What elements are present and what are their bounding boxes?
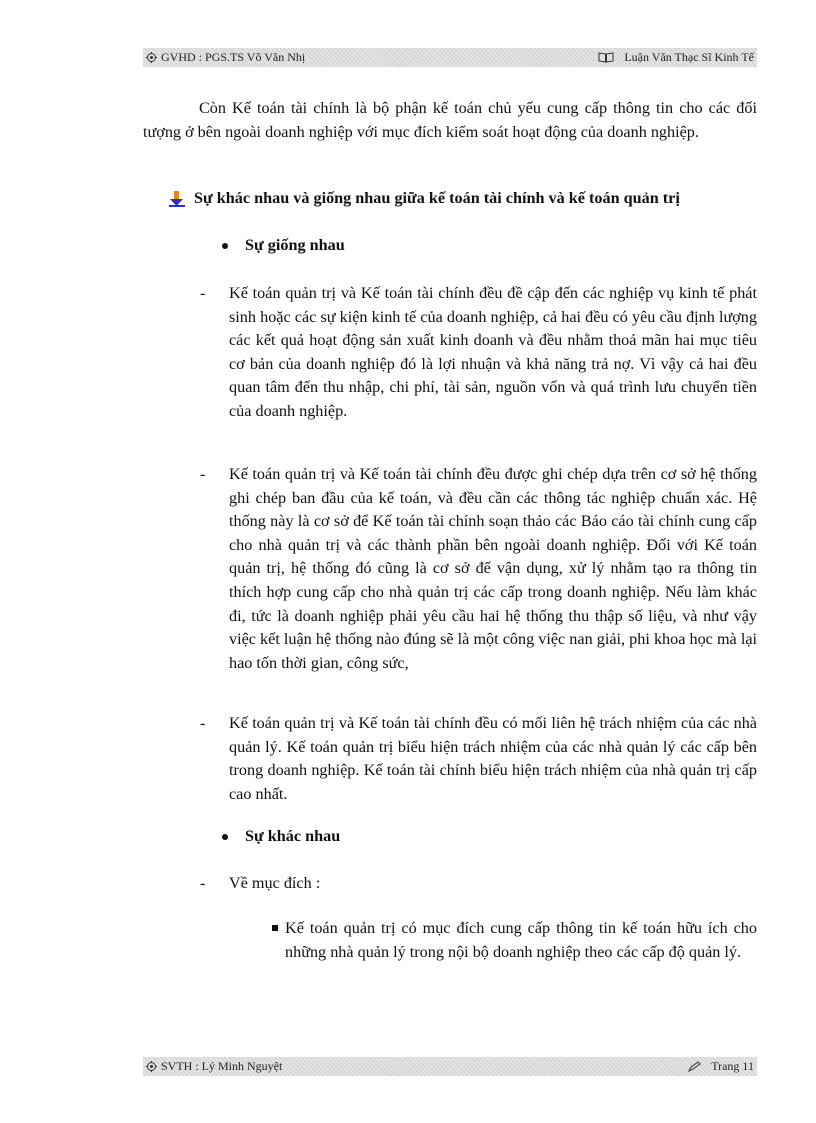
list-item: - Kế toán quản trị và Kế toán tài chính đều đề cập đến các nghiệp vụ kinh tế phát sinh hoặc các sự kiện kinh tế của doanh nghiệp, cả hai đều có yêu cầu định lượng các kết quả hoạt động sản xuất kinh doanh và đều nhằm thoả mãn hai mục tiêu cơ bản của doanh nghiệp đó là lợi nhuận và khả năng trả nợ. Vì vậy cả hai đều quan tâm đến thu nhập, chi phí, tài sản, nguồn vốn và quá trình lưu chuyển tiền của doanh nghiệp. [200, 282, 757, 424]
page-header [143, 48, 757, 67]
list-item-text: Kế toán quản trị và Kế toán tài chính đều được ghi chép dựa trên cơ sở hệ thống ghi chép ban đầu của kế toán, và đều cần các thông tác nghiệp chuẩn xác. Hệ thống này là cơ sở để Kế toán tài chính soạn thảo các Báo cáo tài chính cung cấp cho nhà quản trị và các thành phần bên ngoài doanh nghiệp. Đối với Kế toán quản trị, hệ thống đó cũng là cơ sở để vận dụng, xử lý nhằm tạo ra thông tin thích hợp cung cấp cho nhà quản trị các cấp trong doanh nghiệp. Nếu làm khác đi, tức là doanh nghiệp phải yêu cầu hai hệ thống thu thập số liệu, và như vậy việc kết luận hệ thống nào đúng sẽ là một công việc nan giải, phi khoa học mà lại hao tốn thời gian, công sức, [229, 465, 757, 672]
page-footer [143, 1057, 757, 1076]
square-bullet-icon [272, 925, 278, 931]
similar-heading [222, 236, 345, 255]
similar-heading-text: Sự giống nhau [245, 236, 345, 254]
purpose-detail-text: Kế toán quản trị có mục đích cung cấp thông tin kế toán hữu ích cho những nhà quản lý trong nội bộ doanh nghiệp theo các cấp độ quản lý. [285, 919, 757, 961]
list-item: - Kế toán quản trị và Kế toán tài chính đều có mối liên hệ trách nhiệm của các nhà quản lý. Kế toán quản trị biểu hiện trách nhiệm của các nhà quản lý các cấp bên trong doanh nghiệp. Kế toán tài chính biểu hiện trách nhiệm của nhà quản trị cấp cao nhất. [200, 712, 757, 806]
purpose-item: - Về mục đích : [200, 872, 757, 896]
book-icon [598, 52, 614, 63]
arrow-down-icon [168, 190, 186, 208]
gear-icon [146, 1061, 157, 1072]
list-item: - Kế toán quản trị và Kế toán tài chính đều được ghi chép dựa trên cơ sở hệ thống ghi chép ban đầu của kế toán, và đều cần các thông tác nghiệp chuẩn xác. Hệ thống này là cơ sở để Kế toán tài chính soạn thảo các Báo cáo tài chính cung cấp cho nhà quản trị và các thành phần bên ngoài doanh nghiệp. Đối với Kế toán quản trị, hệ thống đó cũng là cơ sở để vận dụng, xử lý nhằm tạo ra thông tin thích hợp cung cấp cho nhà quản trị các cấp trong doanh nghiệp. Nếu làm khác đi, tức là doanh nghiệp phải yêu cầu hai hệ thống thu thập số liệu, và như vậy việc kết luận hệ thống nào đúng sẽ là một công việc nan giải, phi khoa học mà lại hao tốn thời gian, công sức, [200, 463, 757, 675]
list-item-text: Kế toán quản trị và Kế toán tài chính đều có mối liên hệ trách nhiệm của các nhà quản lý. Kế toán quản trị biểu hiện trách nhiệm của các nhà quản lý các cấp bên trong doanh nghiệp. Kế toán tài chính biểu hiện trách nhiệm của nhà quản trị cấp cao nhất. [229, 714, 757, 803]
section-heading-text: Sự khác nhau và giống nhau giữa kế toán tài chính và kế toán quản trị [194, 189, 680, 207]
gear-icon [146, 52, 157, 63]
different-heading-text: Sự khác nhau [245, 827, 341, 845]
pen-icon [688, 1061, 701, 1072]
page-number: Trang 11 [711, 1059, 754, 1073]
footer-student: SVTH : Lý Minh Nguyệt [161, 1059, 283, 1073]
purpose-label: Về mục đích : [229, 874, 321, 892]
list-item-text: Kế toán quản trị và Kế toán tài chính đều đề cập đến các nghiệp vụ kinh tế phát sinh hoặc các sự kiện kinh tế của doanh nghiệp, cả hai đều có yêu cầu định lượng các kết quả hoạt động sản xuất kinh doanh và đều nhằm thoả mãn hai mục tiêu cơ bản của doanh nghiệp đó là lợi nhuận và khả năng trả nợ. Vì vậy cả hai đều quan tâm đến thu nhập, chi phí, tài sản, nguồn vốn và quá trình lưu chuyển tiền của doanh nghiệp. [229, 284, 757, 420]
section-heading [168, 189, 680, 208]
header-supervisor: GVHD : PGS.TS Võ Văn Nhị [161, 50, 306, 64]
intro-paragraph: Còn Kế toán tài chính là bộ phận kế toán chủ yếu cung cấp thông tin cho các đối tượng ở bên ngoài doanh nghiệp với mục đích kiểm soát hoạt động của doanh nghiệp. [143, 99, 757, 141]
different-heading [222, 827, 340, 846]
header-thesis-title: Luận Văn Thạc Sĩ Kinh Tế [624, 50, 754, 64]
bullet-icon [222, 834, 228, 840]
purpose-detail [272, 917, 757, 964]
bullet-icon [222, 243, 228, 249]
